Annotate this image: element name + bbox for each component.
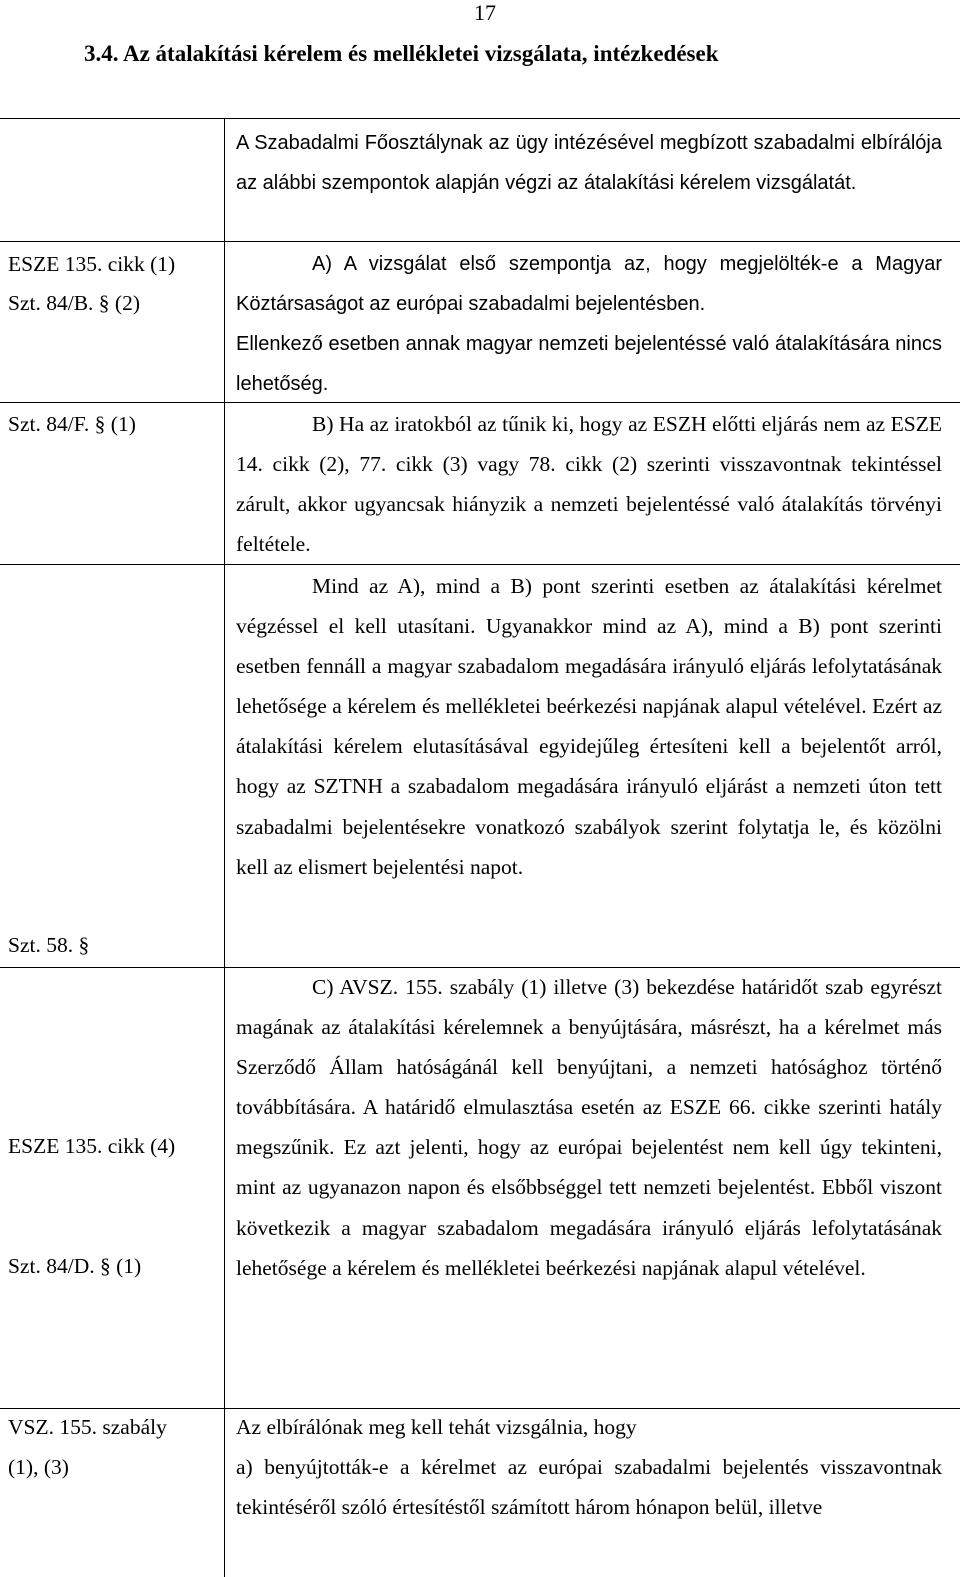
side-ref: ESZE 135. cikk (4) — [8, 1134, 176, 1158]
paragraph-text: a) benyújtották-e a kérelmet az európai szabadalmi bejelentés visszavontnak tekintéséről szóló értesítéstől számított három hónapon belül, illetve — [236, 1455, 942, 1520]
paragraph-text: Az elbírálónak meg kell tehát vizsgálnia, hogy — [236, 1415, 637, 1439]
paragraph-text: Mind az A), mind a B) pont szerinti esetben az átalakítási kérelmet végzéssel el kell utasítani. Ugyanakkor mind az A), mind a B) pont szerinti esetben fennáll a magyar szabadalom megadására irányuló eljárás lefolytatásának lehetősége a kérelem és mellékletei beérkezési napjának alapul vételével. Ezért az átalakítási kérelem elutasításával egyidejűleg értesíteni kell a bejelentőt arról, hogy az SZTNH a szabadalom megadására irányuló eljárást a nemzeti úton tett szabadalmi bejelentésekre vonatkozó szabályok szerint folytatja le, és közölni kell az elismert bejelentési napot. — [236, 574, 942, 879]
paragraph-last — [236, 1407, 942, 1527]
column-divider — [224, 118, 225, 1577]
side-ref: Szt. 84/D. § (1) — [8, 1254, 142, 1278]
paragraph-text: A Szabadalmi Főosztálynak az ügy intézésével megbízott szabadalmi elbírálója az alábbi szempontok alapján végzi az átalakítási kérelem vizsgálatát. — [236, 132, 942, 195]
side-ref: Szt. 84/F. § (1) — [8, 412, 136, 436]
paragraph-b — [236, 404, 942, 564]
paragraph-c — [236, 967, 942, 1288]
section-heading: 3.4. Az átalakítási kérelem és mellékletei vizsgálata, intézkedések — [84, 41, 719, 66]
side-ref: (1), (3) — [8, 1455, 69, 1479]
paragraph-text: A) A vizsgálat első szempontja az, hogy megjelölték-e a Magyar Köztársaságot az európai szabadalmi bejelentésben. — [236, 253, 942, 316]
paragraph-text: C) AVSZ. 155. szabály (1) illetve (3) bekezdése határidőt szab egyrészt magának az átalakítási kérelemnek a benyújtására, másrészt, ha a kérelmet más Szerződő Állam hatóságánál kell benyújtani, a nemzeti hatósághoz történő továbbítására. A határidő elmulasztása esetén az ESZE 66. cikke szerinti hatály megszűnik. Ez azt jelenti, hogy az európai bejelentést nem kell úgy tekinteni, mint az ugyanazon napon és elsőbbséggel tett nemzeti bejelentést. Ebből viszont következik a magyar szabadalom megadására irányuló eljárás lefolytatásának lehetősége a kérelem és mellékletei beérkezési napjának alapul vételével. — [236, 975, 942, 1280]
table-top-border — [0, 118, 960, 119]
side-ref: ESZE 135. cikk (1) — [8, 252, 176, 276]
paragraph-ab — [236, 566, 942, 887]
paragraph-a — [236, 244, 942, 404]
side-ref: VSZ. 155. szabály — [8, 1415, 167, 1439]
paragraph-intro — [236, 123, 942, 203]
paragraph-text: B) Ha az iratokból az tűnik ki, hogy az ESZH előtti eljárás nem az ESZE 14. cikk (2), 77. cikk (3) vagy 78. cikk (2) szerinti visszavontnak tekintéssel zárult, akkor ugyancsak hiányzik a nemzeti bejelentéssé való átalakítás törvényi feltétele. — [236, 412, 942, 557]
paragraph-text: Ellenkező esetben annak magyar nemzeti bejelentéssé való átalakítására nincs lehetőség. — [236, 333, 942, 396]
row-divider — [0, 241, 960, 242]
side-ref: Szt. 58. § — [8, 933, 90, 957]
page-number: 17 — [474, 0, 496, 25]
side-ref: Szt. 84/B. § (2) — [8, 291, 140, 315]
